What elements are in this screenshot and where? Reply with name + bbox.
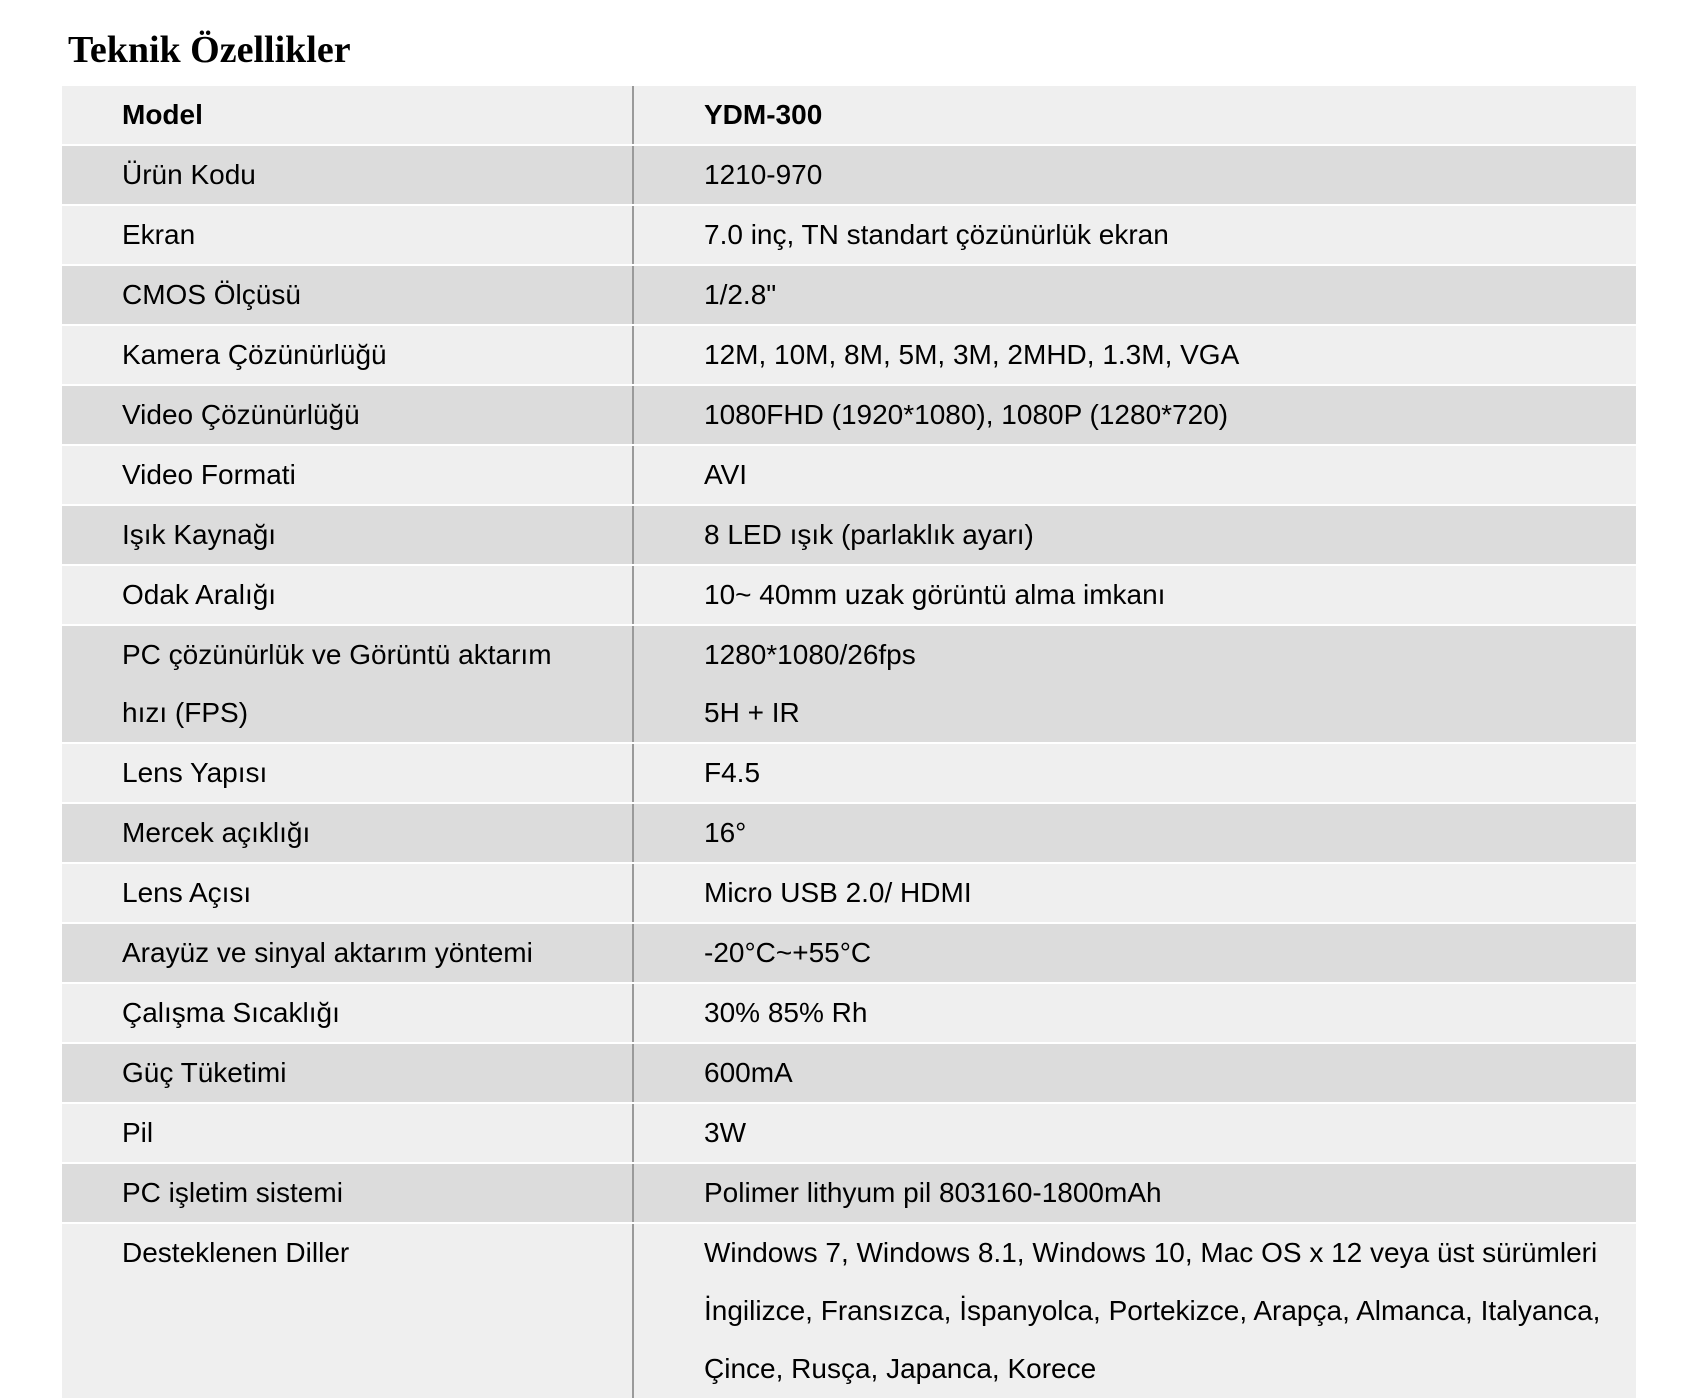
spec-label: Lens Yapısı [122,757,268,788]
spec-value-cell [634,626,1636,742]
spec-value-cell [634,924,1636,982]
spec-label-cell [62,266,634,324]
spec-value: Çince, Rusça, Japanca, Korece [704,1353,1097,1384]
header-value-cell [634,86,1636,144]
spec-value-cell [634,744,1636,802]
spec-label: Pil [122,1117,154,1148]
spec-value: 8 LED ışık (parlaklık ayarı) [704,519,1034,550]
spec-value-cell [634,266,1636,324]
spec-value-cell [634,1164,1636,1222]
spec-value-cell [634,206,1636,264]
spec-label: Mercek açıklığı [122,817,311,848]
spec-label-cell [62,1164,634,1222]
header-label: Model [122,99,203,130]
spec-value: 30% 85% Rh [704,997,868,1028]
spec-label-cell [62,924,634,982]
spec-label-cell [62,804,634,862]
spec-label: PC işletim sistemi [122,1177,343,1208]
spec-value: 3W [704,1117,746,1148]
table-row [62,504,1636,564]
table-row [62,802,1636,862]
spec-value: 1/2.8" [704,279,777,310]
page-title: Teknik Özellikler [68,29,351,71]
spec-value: F4.5 [704,757,761,788]
spec-label-cell [62,326,634,384]
spec-table [62,86,1636,1398]
spec-label-cell [62,1044,634,1102]
table-row [62,564,1636,624]
spec-label: Odak Aralığı [122,579,277,610]
spec-value-cell [634,326,1636,384]
table-row [62,742,1636,802]
spec-value-cell [634,984,1636,1042]
spec-label-cell [62,744,634,802]
spec-value: 12M, 10M, 8M, 5M, 3M, 2MHD, 1.3M, VGA [704,339,1240,370]
spec-label-cell [62,626,634,742]
spec-value-cell [634,1044,1636,1102]
spec-value-cell [634,146,1636,204]
spec-label-cell [62,146,634,204]
table-row [62,384,1636,444]
spec-label: Güç Tüketimi [122,1057,287,1088]
spec-label: Lens Açısı [122,877,252,908]
spec-label-cell [62,1104,634,1162]
spec-value: Polimer lithyum pil 803160-1800mAh [704,1177,1162,1208]
spec-label-cell [62,1224,634,1398]
table-row [62,264,1636,324]
spec-label: Ürün Kodu [122,159,256,190]
spec-label: Ekran [122,219,196,250]
spec-label-cell [62,864,634,922]
table-row [62,444,1636,504]
spec-value-cell [634,804,1636,862]
table-row [62,324,1636,384]
spec-value-cell [634,566,1636,624]
spec-label: Video Formati [122,459,296,490]
table-row [62,1042,1636,1102]
header-value: YDM-300 [704,99,823,130]
spec-label-cell [62,984,634,1042]
spec-label-cell [62,566,634,624]
spec-label-cell [62,446,634,504]
spec-label: Çalışma Sıcaklığı [122,997,340,1028]
table-row [62,624,1636,742]
spec-value: Micro USB 2.0/ HDMI [704,877,972,908]
spec-label-cell [62,386,634,444]
table-row [62,862,1636,922]
table-row [62,144,1636,204]
spec-value: Windows 7, Windows 8.1, Windows 10, Mac OS x 12 veya üst sürümleri [704,1237,1598,1268]
table-row [62,922,1636,982]
spec-label: Desteklenen Diller [122,1237,350,1268]
table-row [62,204,1636,264]
spec-label: Arayüz ve sinyal aktarım yöntemi [122,937,533,968]
spec-value-cell [634,1224,1636,1398]
spec-value: -20°C~+55°C [704,937,872,968]
spec-label: Işık Kaynağı [122,519,277,550]
spec-label-cell [62,206,634,264]
spec-value: 1280*1080/26fps [704,639,916,670]
spec-value: 10~ 40mm uzak görüntü alma imkanı [704,579,1166,610]
spec-label: CMOS Ölçüsü [122,279,301,310]
table-row [62,982,1636,1042]
spec-value: AVI [704,459,748,490]
table-row [62,1102,1636,1162]
spec-value: 600mA [704,1057,793,1088]
spec-value-cell [634,864,1636,922]
spec-label: hızı (FPS) [122,697,249,728]
spec-value-cell [634,446,1636,504]
spec-label-cell [62,506,634,564]
spec-value: 16° [704,817,747,848]
spec-value: İngilizce, Fransızca, İspanyolca, Portekizce, Arapça, Almanca, Italyanca, [704,1295,1601,1326]
spec-value: 1080FHD (1920*1080), 1080P (1280*720) [704,399,1229,430]
spec-value-cell [634,506,1636,564]
spec-value: 5H + IR [704,697,800,728]
table-header-row [62,86,1636,144]
spec-value-cell [634,1104,1636,1162]
spec-value-cell [634,386,1636,444]
spec-label: Kamera Çözünürlüğü [122,339,387,370]
spec-value: 1210-970 [704,159,823,190]
spec-value: 7.0 inç, TN standart çözünürlük ekran [704,219,1169,250]
spec-label: PC çözünürlük ve Görüntü aktarım [122,639,552,670]
spec-label: Video Çözünürlüğü [122,399,360,430]
table-row [62,1222,1636,1398]
header-label-cell [62,86,634,144]
table-row [62,1162,1636,1222]
